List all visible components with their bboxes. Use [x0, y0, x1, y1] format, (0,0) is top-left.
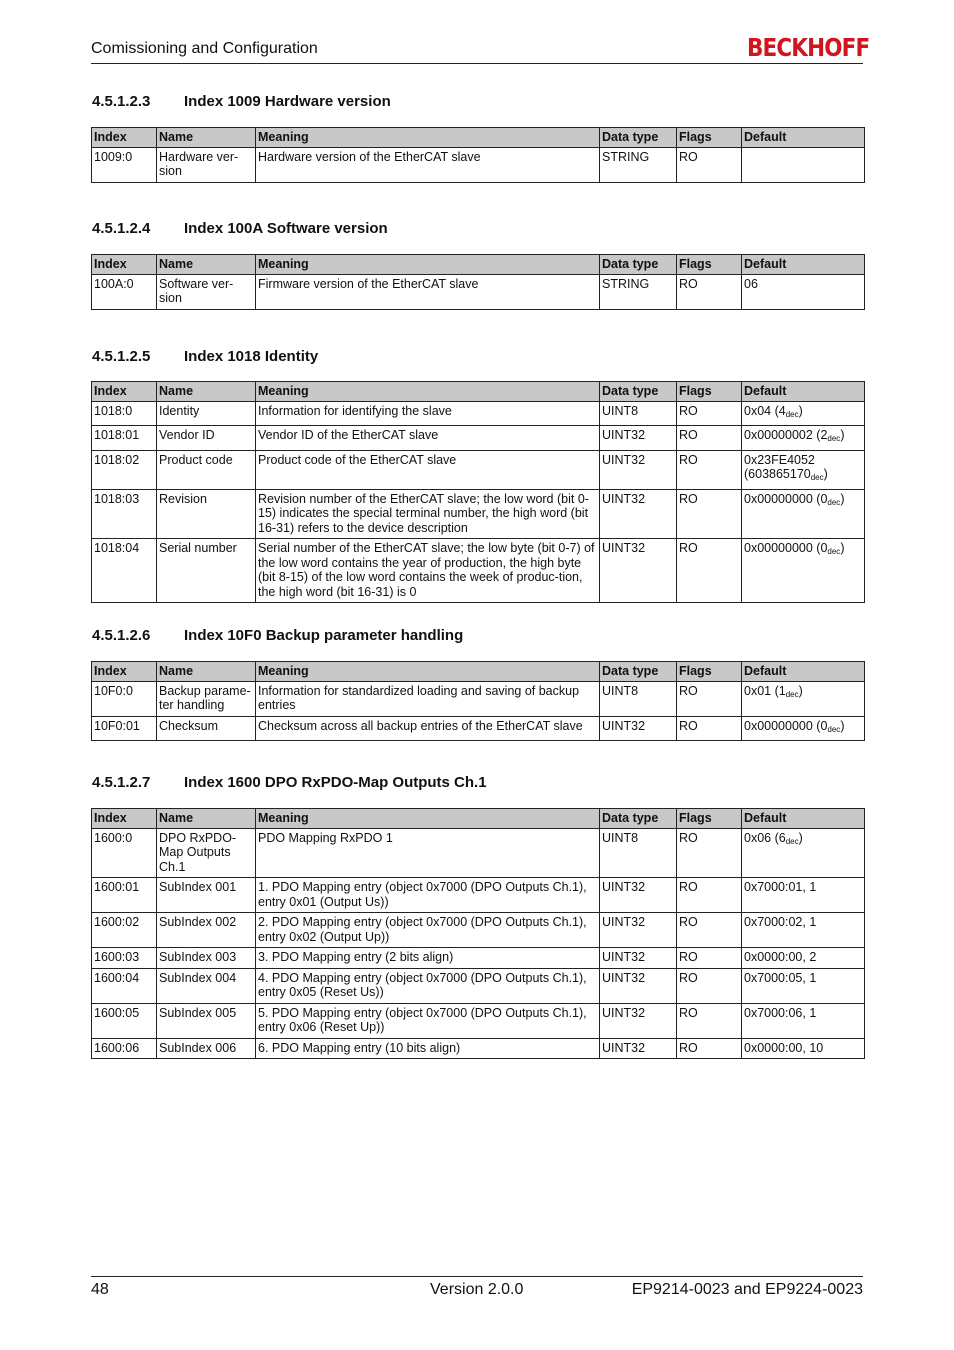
default-base-subscript: dec	[785, 836, 799, 846]
cell-data-type: UINT32	[600, 913, 677, 948]
cell-index: 1600:0	[92, 828, 157, 878]
cell-flags: RO	[677, 716, 742, 741]
cell-name: SubIndex 004	[157, 968, 256, 1003]
col-header-name: Name	[157, 255, 256, 275]
section-number: 4.5.1.2.6	[92, 627, 151, 644]
section-heading	[92, 348, 318, 365]
cell-meaning: Product code of the EtherCAT slave	[256, 450, 600, 489]
col-header-meaning: Meaning	[256, 382, 600, 402]
cell-meaning: 3. PDO Mapping entry (2 bits align)	[256, 948, 600, 969]
cell-default	[742, 539, 865, 603]
object-table	[91, 808, 865, 1059]
cell-name: Vendor ID	[157, 426, 256, 451]
cell-default	[742, 147, 865, 182]
default-base-subscript: dec	[810, 473, 824, 482]
cell-default	[742, 828, 865, 878]
cell-flags: RO	[677, 450, 742, 489]
cell-data-type: STRING	[600, 274, 677, 309]
cell-index: 1600:01	[92, 878, 157, 913]
cell-name: Product code	[157, 450, 256, 489]
col-header-data-type: Data type	[600, 662, 677, 682]
section-title: Index 1009 Hardware version	[184, 93, 391, 110]
cell-index: 1009:0	[92, 147, 157, 182]
cell-index: 10F0:01	[92, 716, 157, 741]
cell-index: 1600:05	[92, 1003, 157, 1038]
cell-meaning: 5. PDO Mapping entry (object 0x7000 (DPO Outputs Ch.1), entry 0x06 (Reset Up))	[256, 1003, 600, 1038]
section-number: 4.5.1.2.3	[92, 93, 151, 110]
col-header-flags: Flags	[677, 382, 742, 402]
default-value: 0x00000000 (0	[744, 491, 828, 506]
cell-data-type: UINT32	[600, 878, 677, 913]
cell-name: Checksum	[157, 716, 256, 741]
table-row	[92, 1038, 865, 1059]
default-value: 0x00000002 (2	[744, 428, 828, 442]
cell-flags: RO	[677, 828, 742, 878]
col-header-name: Name	[157, 382, 256, 402]
cell-index: 1018:02	[92, 450, 157, 489]
cell-default: 0x0000:00, 10	[742, 1038, 865, 1059]
default-value: 0x01 (1	[744, 683, 786, 698]
cell-flags: RO	[677, 681, 742, 716]
cell-name: Serial number	[157, 539, 256, 603]
section-number: 4.5.1.2.5	[92, 348, 151, 365]
cell-index: 1018:03	[92, 489, 157, 539]
col-header-name: Name	[157, 662, 256, 682]
beckhoff-logo: BECKHOFF	[747, 33, 870, 62]
cell-default	[742, 681, 865, 716]
cell-data-type: UINT32	[600, 968, 677, 1003]
cell-meaning: Information for standardized loading and saving of backup entries	[256, 681, 600, 716]
section-title: Index 10F0 Backup parameter handling	[184, 627, 464, 644]
default-value-tail: )	[823, 467, 828, 481]
section-title: Index 1018 Identity	[184, 348, 319, 365]
cell-meaning: Serial number of the EtherCAT slave; the low byte (bit 0-7) of the low word contains the year of production, the high byte (bit 8-15) of the low word contains the week of produc-tion, the high word (bit 16-31) is 0	[256, 539, 600, 603]
cell-index: 1600:02	[92, 913, 157, 948]
cell-flags: RO	[677, 539, 742, 603]
col-header-default: Default	[742, 809, 865, 829]
col-header-index: Index	[92, 128, 157, 148]
cell-name: Revision	[157, 489, 256, 539]
product-name: EP9214-0023 and EP9224-0023	[631, 1281, 863, 1298]
col-header-data-type: Data type	[600, 128, 677, 148]
default-value: 0x06 (6	[744, 830, 786, 845]
table-row	[92, 913, 865, 948]
cell-meaning: Vendor ID of the EtherCAT slave	[256, 426, 600, 451]
col-header-index: Index	[92, 382, 157, 402]
cell-default: 0x0000:00, 2	[742, 948, 865, 969]
default-value-tail: )	[798, 683, 803, 698]
cell-name: Software ver-sion	[157, 274, 256, 309]
col-header-data-type: Data type	[600, 255, 677, 275]
section-title: Index 100A Software version	[184, 220, 388, 237]
cell-index: 100A:0	[92, 274, 157, 309]
col-header-meaning: Meaning	[256, 809, 600, 829]
table-row	[92, 539, 865, 603]
cell-default: 0x7000:06, 1	[742, 1003, 865, 1038]
col-header-index: Index	[92, 809, 157, 829]
cell-default	[742, 716, 865, 741]
table-header-row	[92, 128, 865, 148]
cell-data-type: UINT32	[600, 539, 677, 603]
cell-data-type: UINT8	[600, 828, 677, 878]
object-table	[91, 254, 865, 310]
object-table	[91, 661, 865, 741]
cell-data-type: UINT32	[600, 1003, 677, 1038]
cell-name: DPO RxPDO-Map Outputs Ch.1	[157, 828, 256, 878]
cell-index: 1018:04	[92, 539, 157, 603]
cell-meaning: PDO Mapping RxPDO 1	[256, 828, 600, 878]
cell-data-type: UINT32	[600, 1038, 677, 1059]
section-heading	[92, 627, 463, 644]
cell-index: 10F0:0	[92, 681, 157, 716]
col-header-index: Index	[92, 255, 157, 275]
col-header-default: Default	[742, 382, 865, 402]
cell-default: 0x7000:02, 1	[742, 913, 865, 948]
section-title: Index 1600 DPO RxPDO-Map Outputs Ch.1	[184, 774, 487, 791]
col-header-data-type: Data type	[600, 809, 677, 829]
cell-meaning: Hardware version of the EtherCAT slave	[256, 147, 600, 182]
cell-name: Identity	[157, 401, 256, 426]
default-base-subscript: dec	[785, 409, 799, 419]
col-header-default: Default	[742, 662, 865, 682]
cell-name: SubIndex 002	[157, 913, 256, 948]
table-row	[92, 450, 865, 489]
cell-flags: RO	[677, 968, 742, 1003]
footer-rule	[91, 1276, 863, 1277]
default-value-tail: )	[840, 428, 845, 442]
cell-meaning: 6. PDO Mapping entry (10 bits align)	[256, 1038, 600, 1059]
table-row	[92, 401, 865, 426]
cell-flags: RO	[677, 1038, 742, 1059]
table-header-row	[92, 809, 865, 829]
col-header-meaning: Meaning	[256, 255, 600, 275]
cell-default	[742, 450, 865, 489]
cell-flags: RO	[677, 274, 742, 309]
default-value: 0x04 (4	[744, 403, 786, 418]
cell-flags: RO	[677, 489, 742, 539]
section-heading	[92, 774, 487, 791]
cell-default	[742, 489, 865, 539]
cell-flags: RO	[677, 948, 742, 969]
cell-meaning: Revision number of the EtherCAT slave; the low word (bit 0-15) indicates the special terminal number, the high word (bit 16-31) refers to the device description	[256, 489, 600, 539]
cell-flags: RO	[677, 147, 742, 182]
page-number: 48	[91, 1281, 109, 1298]
table-row	[92, 147, 865, 182]
cell-default: 06	[742, 274, 865, 309]
cell-data-type: UINT32	[600, 450, 677, 489]
table-row	[92, 948, 865, 969]
col-header-default: Default	[742, 255, 865, 275]
cell-data-type: UINT32	[600, 489, 677, 539]
cell-meaning: 2. PDO Mapping entry (object 0x7000 (DPO Outputs Ch.1), entry 0x02 (Output Up))	[256, 913, 600, 948]
col-header-index: Index	[92, 662, 157, 682]
default-value-tail: )	[840, 541, 845, 555]
default-value-tail: )	[840, 718, 845, 733]
col-header-flags: Flags	[677, 809, 742, 829]
cell-name: Hardware ver-sion	[157, 147, 256, 182]
cell-name: SubIndex 006	[157, 1038, 256, 1059]
table-row	[92, 426, 865, 451]
col-header-meaning: Meaning	[256, 662, 600, 682]
col-header-flags: Flags	[677, 128, 742, 148]
cell-flags: RO	[677, 401, 742, 426]
cell-default: 0x7000:01, 1	[742, 878, 865, 913]
cell-data-type: STRING	[600, 147, 677, 182]
col-header-default: Default	[742, 128, 865, 148]
table-row	[92, 681, 865, 716]
default-base-subscript: dec	[827, 434, 841, 443]
document-version: Version 2.0.0	[430, 1281, 524, 1298]
cell-data-type: UINT32	[600, 716, 677, 741]
table-row	[92, 828, 865, 878]
cell-data-type: UINT32	[600, 948, 677, 969]
table-row	[92, 968, 865, 1003]
object-table	[91, 127, 865, 183]
cell-flags: RO	[677, 1003, 742, 1038]
cell-flags: RO	[677, 878, 742, 913]
col-header-flags: Flags	[677, 255, 742, 275]
object-table	[91, 381, 865, 603]
table-header-row	[92, 382, 865, 402]
table-row	[92, 716, 865, 741]
cell-flags: RO	[677, 913, 742, 948]
default-value: 0x00000000 (0	[744, 541, 828, 555]
cell-meaning: 4. PDO Mapping entry (object 0x7000 (DPO Outputs Ch.1), entry 0x05 (Reset Us))	[256, 968, 600, 1003]
default-base-subscript: dec	[827, 497, 841, 507]
cell-meaning: Information for identifying the slave	[256, 401, 600, 426]
cell-default: 0x7000:05, 1	[742, 968, 865, 1003]
col-header-name: Name	[157, 128, 256, 148]
cell-index: 1018:0	[92, 401, 157, 426]
table-row	[92, 489, 865, 539]
table-row	[92, 1003, 865, 1038]
cell-default	[742, 426, 865, 451]
cell-meaning: Firmware version of the EtherCAT slave	[256, 274, 600, 309]
cell-name: SubIndex 001	[157, 878, 256, 913]
section-heading	[92, 220, 388, 237]
table-row	[92, 878, 865, 913]
cell-index: 1600:03	[92, 948, 157, 969]
cell-index: 1018:01	[92, 426, 157, 451]
default-base-subscript: dec	[827, 724, 841, 734]
table-header-row	[92, 255, 865, 275]
cell-data-type: UINT8	[600, 401, 677, 426]
cell-index: 1600:06	[92, 1038, 157, 1059]
cell-meaning: 1. PDO Mapping entry (object 0x7000 (DPO Outputs Ch.1), entry 0x01 (Output Us))	[256, 878, 600, 913]
col-header-meaning: Meaning	[256, 128, 600, 148]
header-title: Comissioning and Configuration	[91, 40, 318, 57]
table-header-row	[92, 662, 865, 682]
col-header-data-type: Data type	[600, 382, 677, 402]
default-value-tail: )	[798, 830, 803, 845]
cell-name: SubIndex 005	[157, 1003, 256, 1038]
default-value: 0x23FE4052 (603865170	[744, 452, 815, 481]
header-rule	[91, 63, 863, 64]
default-value-tail: )	[840, 491, 845, 506]
cell-name: Backup parame-ter handling	[157, 681, 256, 716]
col-header-flags: Flags	[677, 662, 742, 682]
default-base-subscript: dec	[827, 547, 841, 556]
section-heading	[92, 93, 391, 110]
col-header-name: Name	[157, 809, 256, 829]
cell-default	[742, 401, 865, 426]
cell-meaning: Checksum across all backup entries of the EtherCAT slave	[256, 716, 600, 741]
cell-data-type: UINT8	[600, 681, 677, 716]
default-value: 0x00000000 (0	[744, 718, 828, 733]
cell-data-type: UINT32	[600, 426, 677, 451]
default-base-subscript: dec	[785, 689, 799, 699]
section-number: 4.5.1.2.4	[92, 220, 151, 237]
section-number: 4.5.1.2.7	[92, 774, 151, 791]
table-row	[92, 274, 865, 309]
default-value-tail: )	[798, 403, 803, 418]
cell-name: SubIndex 003	[157, 948, 256, 969]
cell-flags: RO	[677, 426, 742, 451]
cell-index: 1600:04	[92, 968, 157, 1003]
